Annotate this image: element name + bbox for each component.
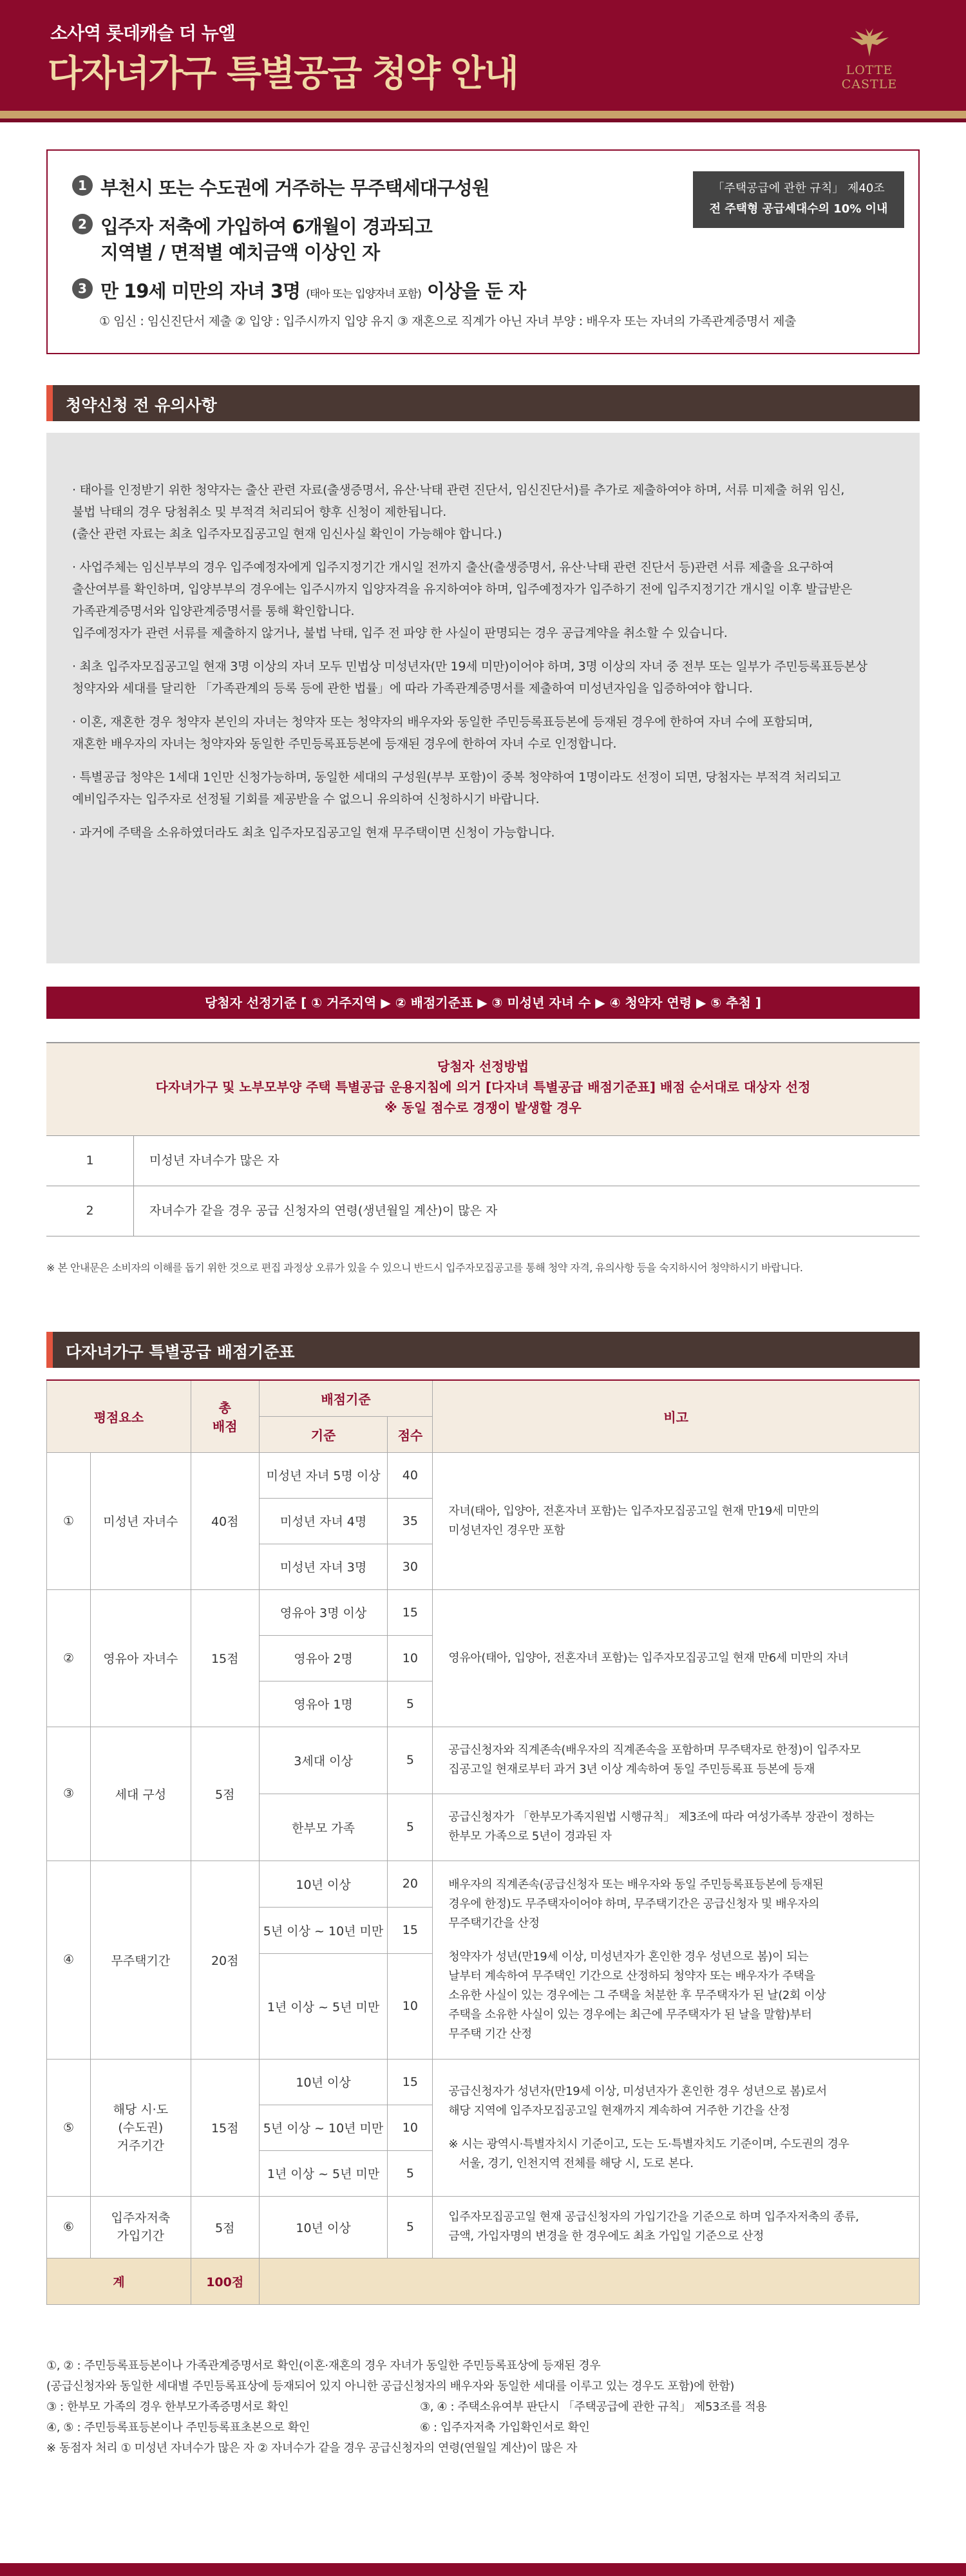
criteria-points: 35	[388, 1498, 433, 1544]
footnote-line: ④, ⑤ : 주민등록표등본이나 주민등록표초본으로 확인	[46, 2421, 310, 2434]
qualification-text: 입주자 저축에 가입하여 6개월이 경과되고	[100, 216, 432, 238]
header-factor: 평점요소	[47, 1380, 191, 1452]
table-row	[47, 1452, 920, 1498]
note-line: · 과거에 주택을 소유하였더라도 최초 입주자모집공고일 현재 무주택이면 신청이 가능합니다.	[72, 826, 555, 840]
remark-cell	[433, 2059, 920, 2196]
footnote-line: (공급신청자와 동일한 세대별 주민등록표상에 등재되어 있지 아니한 공급신청자의 배우자와 동일한 세대를 이루고 있는 경우도 포함)에 한함)	[46, 2380, 735, 2393]
method-row-desc: 미성년 자녀수가 많은 자	[149, 1153, 279, 1168]
criteria-points: 40	[388, 1452, 433, 1498]
qualification-tail: 이상을 둔 자	[426, 280, 526, 302]
total-value: 100점	[191, 2258, 259, 2304]
remark-line: 미성년자인 경우만 포함	[448, 1523, 565, 1537]
criteria-basis: 1년 이상 ~ 5년 미만	[259, 1953, 388, 2059]
note-line: 예비입주자는 입주자로 선정될 기회를 제공받을 수 없으니 유의하여 신청하시기 바랍니다.	[72, 792, 540, 806]
qualification-text: 부천시 또는 수도권에 거주하는 무주택세대구성원	[100, 177, 489, 199]
qualification-1	[72, 175, 489, 201]
criteria-basis: 한부모 가족	[259, 1794, 388, 1861]
footnote-pair	[46, 2418, 920, 2438]
remark-cell	[433, 2196, 920, 2258]
factor-name: 영유아 자녀수	[90, 1589, 191, 1727]
criteria-points: 5	[388, 1681, 433, 1727]
note-item	[72, 556, 902, 644]
note-line: · 특별공급 청약은 1세대 1인만 신청가능하며, 동일한 세대의 구성원(부부 포함)이 중복 청약하여 1명이라도 선정이 되면, 당첨자는 부적격 처리되고	[72, 770, 841, 784]
total-label: 계	[47, 2258, 191, 2304]
remark-cell	[433, 1861, 920, 2059]
header-remark: 비고	[433, 1380, 920, 1452]
lotte-castle-logo	[818, 28, 921, 93]
remark-spacer	[448, 1933, 904, 1947]
criteria-basis: 10년 이상	[259, 2059, 388, 2105]
total-empty	[259, 2258, 919, 2304]
remark-line: ※ 시는 광역시·특별자치시 기준이고, 도는 도·특별자치도 기준이며, 수도권의 경우	[448, 2137, 849, 2151]
criteria-basis: 영유아 3명 이상	[259, 1589, 388, 1635]
note-line: 재혼한 배우자의 자녀는 청약자와 동일한 주민등록표등본에 등재된 경우에 한하여 자녀 수로 인정합니다.	[72, 737, 617, 751]
criteria-points: 15	[388, 2059, 433, 2105]
criteria-points: 15	[388, 1907, 433, 1953]
selection-criteria-bar: 당첨자 선정기준 [ ① 거주지역 ▶ ② 배점기준표 ▶ ③ 미성년 자녀 수 ▶ ④ 청약자 연령 ▶ ⑤ 추첨 ]	[46, 987, 920, 1019]
method-row-desc: 자녀수가 같을 경우 공급 신청자의 연령(생년월일 계산)이 많은 자	[149, 1204, 498, 1218]
number-badge: 3	[72, 278, 93, 299]
number-badge: 2	[72, 214, 93, 234]
note-item	[72, 822, 902, 844]
header-points: 점수	[388, 1416, 433, 1452]
criteria-basis: 영유아 1명	[259, 1681, 388, 1727]
footnote-pair	[46, 2397, 920, 2418]
qualification-box	[46, 149, 920, 354]
section-accent	[46, 385, 53, 421]
method-row-number: 1	[46, 1136, 134, 1186]
factor-number: ⑤	[47, 2059, 91, 2196]
footnote-line: ⑥ : 입주자저축 가입확인서로 확인	[420, 2421, 590, 2434]
gold-stripe	[0, 111, 966, 118]
qualification-small: (태아 또는 입양자녀 포함)	[306, 288, 421, 301]
score-table	[46, 1379, 920, 2305]
criteria-points: 20	[388, 1861, 433, 1907]
remark-line: 입주자모집공고일 현재 공급신청자의 가입기간을 기준으로 하며 입주자저축의 종류,	[448, 2210, 859, 2224]
criteria-points: 30	[388, 1544, 433, 1589]
remark-line: 자녀(태아, 입양아, 전혼자녀 포함)는 입주자모집공고일 현재 만19세 미만의	[448, 1504, 820, 1518]
note-line: 불법 낙태의 경우 당첨취소 및 부적격 처리되어 향후 신청이 제한됩니다.	[72, 505, 446, 519]
footnote-line: ①, ② : 주민등록표등본이나 가족관계증명서로 확인(이혼·재혼의 경우 자녀가 동일한 주민등록표상에 등재된 경우	[46, 2359, 601, 2372]
remark-line: 주택을 소유한 사실이 있는 경우에는 최근에 무주택자가 된 날을 말함)부터	[448, 2008, 812, 2022]
section-title: 청약신청 전 유의사항	[66, 396, 217, 415]
table-row	[47, 1861, 920, 1907]
remark-line: 금액, 가입자명의 변경을 한 경우에도 최초 가입일 기준으로 산정	[448, 2230, 764, 2243]
method-line-1: 다자녀가구 및 노부모부양 주택 특별공급 운용지침에 의거 [다자녀 특별공급 배점기준표] 배점 순서대로 대상자 선정	[155, 1079, 811, 1095]
criteria-basis: 미성년 자녀 4명	[259, 1498, 388, 1544]
remark-line: 공급신청자와 직계존속(배우자의 직계존속을 포함하며 무주택자로 한정)이 입주자모	[448, 1743, 861, 1757]
remark-line: 경우에 한정)도 무주택자이어야 하며, 무주택기간은 공급신청자 및 배우자의	[448, 1897, 820, 1911]
number-badge: 1	[72, 175, 93, 196]
factor-total: 5점	[191, 2196, 259, 2258]
factor-total: 5점	[191, 1727, 259, 1861]
note-line: 청약자와 세대를 달리한 「가족관계의 등록 등에 관한 법률」에 따라 가족관계증명서를 제출하여 미성년자임을 입증하여야 합니다.	[72, 681, 753, 696]
table-header-row	[47, 1380, 920, 1416]
criteria-points: 5	[388, 2150, 433, 2196]
red-stripe	[0, 118, 966, 122]
factor-name: 무주택기간	[90, 1861, 191, 2059]
note-item	[72, 479, 902, 545]
factor-total: 15점	[191, 1589, 259, 1727]
criteria-points: 5	[388, 2196, 433, 2258]
note-item	[72, 766, 902, 810]
criteria-points: 10	[388, 1635, 433, 1681]
factor-number: ②	[47, 1589, 91, 1727]
factor-name: 미성년 자녀수	[90, 1452, 191, 1589]
bottom-bar	[0, 2563, 966, 2576]
remark-line: 공급신청자가 「한부모가족지원법 시행규칙」 제3조에 따라 여성가족부 장관이 정하는	[448, 1810, 875, 1824]
brand-name: 소사역 롯데캐슬 더 뉴엘	[50, 23, 235, 44]
criteria-basis: 5년 이상 ~ 10년 미만	[259, 1907, 388, 1953]
remark-line: 무주택기간을 산정	[448, 1917, 540, 1930]
factor-total: 40점	[191, 1452, 259, 1589]
note-line: 가족관계증명서와 입양관계증명서를 통해 확인합니다.	[72, 604, 355, 618]
criteria-basis: 1년 이상 ~ 5년 미만	[259, 2150, 388, 2196]
table-row	[47, 2059, 920, 2105]
method-line-2: ※ 동일 점수로 경쟁이 발생할 경우	[384, 1100, 582, 1115]
criteria-basis: 5년 이상 ~ 10년 미만	[259, 2105, 388, 2150]
rule-line-2: 전 주택형 공급세대수의 10% 이내	[709, 202, 888, 216]
qualification-main: 만 19세 미만의 자녀 3명	[100, 280, 301, 302]
method-row	[46, 1136, 920, 1186]
remark-line: 무주택 기간 산정	[448, 2027, 532, 2041]
disclaimer: ※ 본 안내문은 소비자의 이해를 돕기 위한 것으로 편집 과정상 오류가 있을 수 있으니 반드시 입주자모집공고를 통해 청약 자격, 유의사항 등을 숙지하시어 청약하시기 바랍니다.	[46, 1262, 803, 1274]
factor-name: 해당 시·도 (수도권) 거주기간	[90, 2059, 191, 2196]
remark-line: 날부터 계속하여 무주택인 기간으로 산정하되 청약자 또는 배우자가 주택을	[448, 1969, 815, 1983]
footnote-line: ※ 동점자 처리 ① 미성년 자녀수가 많은 자 ② 자녀수가 같을 경우 공급신청자의 연령(연월일 계산)이 많은 자	[46, 2441, 578, 2455]
remark-cell	[433, 1794, 920, 1861]
factor-name: 입주자저축 가입기간	[90, 2196, 191, 2258]
remark-cell	[433, 1452, 920, 1589]
section-title: 다자녀가구 특별공급 배점기준표	[66, 1343, 295, 1361]
section-header-notes	[46, 385, 920, 421]
remark-line: 집공고일 현재로부터 과거 3년 이상 계속하여 동일 주민등록표 등본에 등재	[448, 1763, 815, 1776]
factor-number: ①	[47, 1452, 91, 1589]
note-line: · 최초 입주자모집공고일 현재 3명 이상의 자녀 모두 민법상 미성년자(만 19세 미만)이어야 하며, 3명 이상의 자녀 중 전부 또는 일부가 주민등록표등본상	[72, 659, 867, 674]
remark-cell	[433, 1727, 920, 1794]
criteria-basis: 3세대 이상	[259, 1727, 388, 1794]
note-line: · 태아를 인정받기 위한 청약자는 출산 관련 자료(출생증명서, 유산·낙태 관련 진단서, 임신진단서)를 추가로 제출하여야 하며, 서류 미제출 허위 임신,	[72, 483, 845, 497]
criteria-points: 15	[388, 1589, 433, 1635]
criteria-basis: 10년 이상	[259, 2196, 388, 2258]
selection-method	[46, 1042, 920, 1136]
note-line: 입주예정자가 관련 서류를 제출하지 않거나, 불법 낙태, 입주 전 파양 한 사실이 판명되는 경우 공급계약을 취소할 수 있습니다.	[72, 626, 728, 640]
factor-name: 세대 구성	[90, 1727, 191, 1861]
footnotes	[46, 2356, 920, 2459]
criteria-basis: 10년 이상	[259, 1861, 388, 1907]
page-title: 다자녀가구 특별공급 청약 안내	[48, 53, 518, 95]
eagle-icon	[849, 28, 890, 61]
footnote-line: ③ : 한부모 가족의 경우 한부모가족증명서로 확인	[46, 2400, 289, 2414]
method-row	[46, 1186, 920, 1236]
remark-line: 서울, 경기, 인천지역 전체를 해당 시, 도로 본다.	[448, 2156, 694, 2170]
remark-line: 영유아(태아, 입양아, 전혼자녀 포함)는 입주자모집공고일 현재 만6세 미만의 자녀	[448, 1651, 849, 1665]
remark-spacer	[448, 2121, 904, 2135]
method-title: 당첨자 선정방법	[437, 1059, 529, 1074]
section-header-score	[46, 1332, 920, 1368]
note-line: (출산 관련 자료는 최초 입주자모집공고일 현재 임신사실 확인이 가능해야 합니다.)	[72, 527, 502, 541]
factor-number: ⑥	[47, 2196, 91, 2258]
note-item	[72, 711, 902, 755]
remark-line: 공급신청자가 성년자(만19세 이상, 미성년자가 혼인한 경우 성년으로 봄)로서	[448, 2084, 827, 2098]
note-item	[72, 656, 902, 699]
criteria-points: 5	[388, 1794, 433, 1861]
factor-total: 20점	[191, 1861, 259, 2059]
logo-text: LOTTE CASTLE	[841, 63, 898, 91]
criteria-points: 5	[388, 1727, 433, 1794]
header-banner	[0, 0, 966, 111]
qualification-subnote: ① 임신 : 임신진단서 제출 ② 입양 : 입주시까지 입양 유지 ③ 재혼으로 직계가 아닌 자녀 부양 : 배우자 또는 자녀의 가족관계증명서 제출	[99, 314, 796, 328]
note-line: 출산여부를 확인하며, 입양부부의 경우에는 입주시까지 입양자격을 유지하여야 하며, 입주예정자가 입주하기 전에 입주지정기간 개시일 이후 발급받은	[72, 582, 853, 596]
factor-number: ③	[47, 1727, 91, 1861]
criteria-basis: 영유아 2명	[259, 1635, 388, 1681]
criteria-basis: 미성년 자녀 5명 이상	[259, 1452, 388, 1498]
header-total: 총 배점	[191, 1380, 259, 1452]
factor-total: 15점	[191, 2059, 259, 2196]
note-line: · 사업주체는 임신부부의 경우 입주예정자에게 입주지정기간 개시일 전까지 출산(출생증명서, 유산·낙태 관련 진단서 등)관련 서류 제출을 요구하여	[72, 560, 834, 574]
header-criteria: 배점기준	[259, 1380, 433, 1416]
header-basis: 기준	[259, 1416, 388, 1452]
criteria-basis: 미성년 자녀 3명	[259, 1544, 388, 1589]
method-row-number: 2	[46, 1186, 134, 1236]
remark-line: 배우자의 직계존속(공급신청자 또는 배우자와 동일 주민등록표등본에 등재된	[448, 1878, 824, 1891]
remark-line: 한부모 가족으로 5년이 경과된 자	[448, 1830, 612, 1843]
qualification-text	[100, 278, 526, 307]
remark-line: 청약자가 성년(만19세 이상, 미성년자가 혼인한 경우 성년으로 봄)이 되는	[448, 1950, 809, 1964]
section-accent	[46, 1332, 53, 1368]
remark-cell	[433, 1589, 920, 1727]
qualification-text-2: 지역별 / 면적별 예치금액 이상인 자	[100, 242, 380, 263]
rule-badge	[693, 171, 904, 228]
criteria-points: 10	[388, 1953, 433, 2059]
footnote-line: ③, ④ : 주택소유여부 판단시 「주택공급에 관한 규칙」 제53조를 적용	[420, 2400, 767, 2414]
qualification-3	[72, 278, 526, 307]
note-line: · 이혼, 재혼한 경우 청약자 본인의 자녀는 청약자 또는 청약자의 배우자와 동일한 주민등록표등본에 등재된 경우에 한하여 자녀 수에 포함되며,	[72, 715, 813, 729]
rule-line-1: 「주택공급에 관한 규칙」 제40조	[712, 182, 885, 195]
qualification-2	[72, 214, 432, 265]
total-row	[47, 2258, 920, 2304]
table-row	[47, 1727, 920, 1794]
criteria-points: 10	[388, 2105, 433, 2150]
remark-line: 소유한 사실이 있는 경우에는 그 주택을 처분한 후 무주택자가 된 날(2회 이상	[448, 1989, 826, 2002]
remark-line: 해당 지역에 입주자모집공고일 현재까지 계속하여 거주한 기간을 산정	[448, 2103, 790, 2117]
notes-box	[46, 433, 920, 963]
table-row	[47, 2196, 920, 2258]
table-row	[47, 1589, 920, 1635]
factor-number: ④	[47, 1861, 91, 2059]
